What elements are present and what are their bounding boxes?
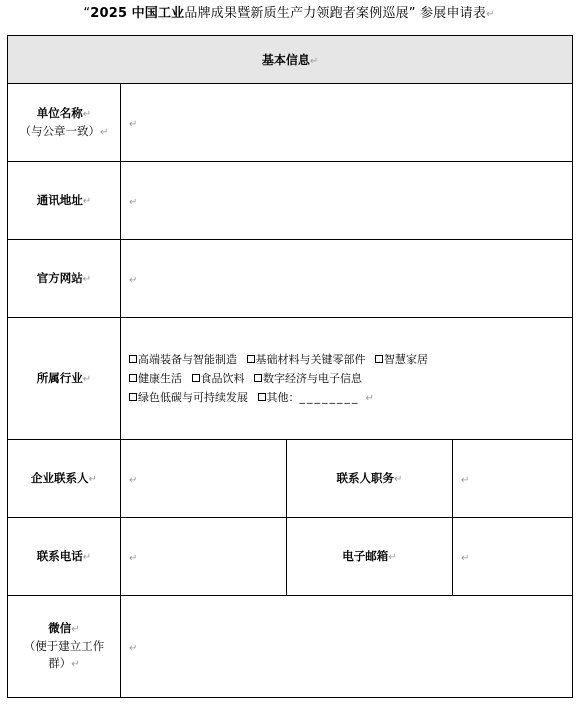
industry-options [121,318,573,440]
page-title [0,5,578,24]
contact-row [8,440,573,518]
checkbox-icon[interactable] [247,355,255,363]
industry-option-health[interactable] [129,372,182,385]
industry-label: 所属行业 [36,370,83,385]
checkbox-icon[interactable] [129,374,137,382]
email-label: 电子邮箱 [342,548,389,563]
return-mark-icon: ↵ [388,551,397,563]
checkbox-icon[interactable] [129,393,137,401]
title-bold-text: 中国工业 [131,6,185,21]
unit-name-label: 单位名称 [36,105,83,120]
unit-name-row [8,84,573,162]
checkbox-icon[interactable] [254,374,262,382]
unit-name-label-cell [8,84,121,162]
industry-option-label: 数字经济与电子信息 [263,371,362,385]
return-mark-icon: ↵ [129,118,138,130]
address-row [8,162,573,240]
wechat-label-cell [8,596,121,698]
application-form-table [7,35,573,698]
checkbox-icon[interactable] [375,355,383,363]
email-field[interactable] [453,518,573,596]
unit-name-hint: （与公章一致） [19,123,101,138]
industry-label-cell [8,318,121,440]
website-label-cell [8,240,121,318]
return-mark-icon: ↵ [129,274,138,286]
return-mark-icon: ↵ [486,9,495,20]
contact-field[interactable] [121,440,287,518]
return-mark-icon: ↵ [100,126,109,138]
industry-option-label: 其他： [266,390,300,404]
return-mark-icon: ↵ [365,392,374,404]
phone-label-cell [8,518,121,596]
wechat-label: 微信 [48,621,72,635]
return-mark-icon: ↵ [82,108,92,120]
industry-options-row-2 [129,369,564,388]
return-mark-icon: ↵ [129,474,138,486]
industry-option-label: 绿色低碳与可持续发展 [138,390,248,404]
title-close-quote: ” [408,6,416,21]
phone-label: 联系电话 [36,548,83,563]
title-suffix: 参展申请表 [420,6,487,21]
return-mark-icon: ↵ [394,473,403,485]
checkbox-icon[interactable] [258,393,266,401]
return-mark-icon: ↵ [82,373,92,385]
website-row [8,240,573,318]
industry-option-other[interactable] [258,391,360,404]
industry-option-smart-home[interactable] [375,353,428,366]
address-field[interactable] [121,162,573,240]
return-mark-icon: ↵ [71,624,80,635]
email-label-cell [287,518,453,596]
contact-label-cell [8,440,121,518]
contact-label: 企业联系人 [31,470,89,485]
position-field[interactable] [453,440,573,518]
industry-option-digital[interactable] [254,372,362,385]
wechat-hint-line-2: 群） [48,656,72,670]
return-mark-icon: ↵ [82,273,92,285]
industry-option-food[interactable] [192,372,245,385]
wechat-hint-line-1: （便于建立工作 [23,639,105,653]
industry-option-label: 食品饮料 [200,371,245,385]
return-mark-icon: ↵ [82,195,92,207]
industry-option-green[interactable] [129,391,248,404]
return-mark-icon: ↵ [129,196,138,208]
return-mark-icon: ↵ [129,552,138,564]
section-header [8,36,573,84]
address-label: 通讯地址 [36,192,83,207]
address-label-cell [8,162,121,240]
return-mark-icon: ↵ [461,474,470,486]
checkbox-icon[interactable] [192,374,200,382]
industry-option-equipment[interactable] [129,353,237,366]
industry-options-row-3 [129,388,564,408]
checkbox-icon[interactable] [129,355,137,363]
industry-options-row-1 [129,350,564,369]
section-header-label: 基本信息 [261,53,310,67]
title-open-quote: “ [83,6,91,21]
title-main-text: 品牌成果暨新质生产力领跑者案例巡展 [184,6,409,21]
return-mark-icon: ↵ [309,56,319,67]
title-year: 2025 [90,6,128,21]
phone-field[interactable] [121,518,287,596]
wechat-row [8,596,573,698]
industry-option-label: 基础材料与关键零部件 [255,352,366,366]
industry-row [8,318,573,440]
other-blank-line[interactable]: ________ [299,390,360,404]
wechat-field[interactable] [121,596,573,698]
return-mark-icon: ↵ [129,642,138,654]
industry-option-label: 智慧家居 [384,352,428,366]
website-field[interactable] [121,240,573,318]
industry-option-label: 高端装备与智能制造 [138,352,237,366]
return-mark-icon: ↵ [82,551,92,563]
industry-option-label: 健康生活 [138,371,182,385]
header-row [8,36,573,84]
phone-row [8,518,573,596]
unit-name-field[interactable] [121,84,573,162]
return-mark-icon: ↵ [71,659,80,670]
website-label: 官方网站 [36,270,83,285]
industry-option-materials[interactable] [247,353,366,366]
return-mark-icon: ↵ [88,473,97,485]
return-mark-icon: ↵ [461,552,470,564]
position-label: 联系人职务 [336,470,395,485]
position-label-cell [287,440,453,518]
